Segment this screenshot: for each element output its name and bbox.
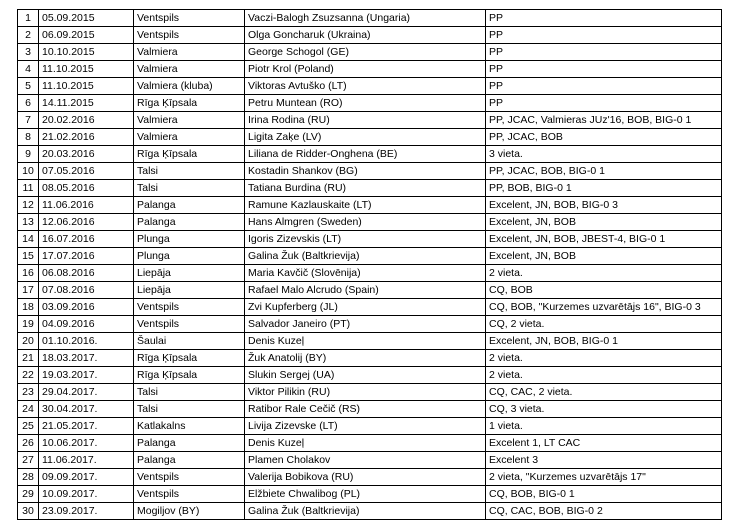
date-cell: 16.07.2016 — [39, 231, 134, 248]
date-cell: 18.03.2017. — [39, 350, 134, 367]
results-table — [17, 9, 722, 520]
row-number: 11 — [18, 180, 39, 197]
table-row — [18, 180, 722, 197]
judge-cell: Liliana de Ridder-Onghena (BE) — [245, 146, 486, 163]
place-cell: Ventspils — [134, 469, 245, 486]
date-cell: 11.06.2017. — [39, 452, 134, 469]
table-row — [18, 214, 722, 231]
date-cell: 30.04.2017. — [39, 401, 134, 418]
result-cell: PP, BOB, BIG-0 1 — [486, 180, 722, 197]
table-row — [18, 61, 722, 78]
date-cell: 23.09.2017. — [39, 503, 134, 520]
judge-cell: Valerija Bobikova (RU) — [245, 469, 486, 486]
table-row — [18, 367, 722, 384]
judge-cell: George Schogol (GE) — [245, 44, 486, 61]
result-cell: CQ, BOB, "Kurzemes uzvarētājs 16", BIG-0 3 — [486, 299, 722, 316]
place-cell: Talsi — [134, 401, 245, 418]
place-cell: Mogiljov (BY) — [134, 503, 245, 520]
table-row — [18, 10, 722, 27]
row-number: 3 — [18, 44, 39, 61]
judge-cell: Slukin Sergej (UA) — [245, 367, 486, 384]
row-number: 17 — [18, 282, 39, 299]
result-cell: Excelent, JN, BOB, JBEST-4, BIG-0 1 — [486, 231, 722, 248]
row-number: 21 — [18, 350, 39, 367]
place-cell: Rīga Ķīpsala — [134, 350, 245, 367]
date-cell: 14.11.2015 — [39, 95, 134, 112]
result-cell: CQ, BOB — [486, 282, 722, 299]
judge-cell: Hans Almgren (Sweden) — [245, 214, 486, 231]
row-number: 1 — [18, 10, 39, 27]
row-number: 26 — [18, 435, 39, 452]
row-number: 2 — [18, 27, 39, 44]
judge-cell: Plamen Cholakov — [245, 452, 486, 469]
result-cell: Excelent 1, LT CAC — [486, 435, 722, 452]
table-row — [18, 78, 722, 95]
judge-cell: Maria Kavčič (Slovēnija) — [245, 265, 486, 282]
place-cell: Katlakalns — [134, 418, 245, 435]
date-cell: 12.06.2016 — [39, 214, 134, 231]
result-cell: PP — [486, 10, 722, 27]
judge-cell: Kostadin Shankov (BG) — [245, 163, 486, 180]
date-cell: 21.05.2017. — [39, 418, 134, 435]
table-row — [18, 112, 722, 129]
row-number: 9 — [18, 146, 39, 163]
table-row — [18, 333, 722, 350]
table-row — [18, 418, 722, 435]
judge-cell: Tatiana Burdina (RU) — [245, 180, 486, 197]
result-cell: PP, JCAC, BOB, BIG-0 1 — [486, 163, 722, 180]
place-cell: Palanga — [134, 214, 245, 231]
table-row — [18, 316, 722, 333]
table-row — [18, 452, 722, 469]
row-number: 24 — [18, 401, 39, 418]
date-cell: 06.09.2015 — [39, 27, 134, 44]
date-cell: 20.02.2016 — [39, 112, 134, 129]
date-cell: 03.09.2016 — [39, 299, 134, 316]
place-cell: Liepāja — [134, 282, 245, 299]
place-cell: Valmiera — [134, 112, 245, 129]
judge-cell: Igoris Zizevskis (LT) — [245, 231, 486, 248]
row-number: 19 — [18, 316, 39, 333]
judge-cell: Olga Goncharuk (Ukraina) — [245, 27, 486, 44]
table-row — [18, 282, 722, 299]
result-cell: 1 vieta. — [486, 418, 722, 435]
result-cell: PP — [486, 61, 722, 78]
place-cell: Šaulai — [134, 333, 245, 350]
date-cell: 11.10.2015 — [39, 78, 134, 95]
place-cell: Plunga — [134, 248, 245, 265]
judge-cell: Denis Kuzeļ — [245, 435, 486, 452]
row-number: 18 — [18, 299, 39, 316]
place-cell: Talsi — [134, 384, 245, 401]
result-cell: PP, JCAC, BOB — [486, 129, 722, 146]
result-cell: CQ, 2 vieta. — [486, 316, 722, 333]
result-cell: PP, JCAC, Valmieras JUz'16, BOB, BIG-0 1 — [486, 112, 722, 129]
judge-cell: Rafael Malo Alcrudo (Spain) — [245, 282, 486, 299]
judge-cell: Elžbiete Chwalibog (PL) — [245, 486, 486, 503]
table-row — [18, 265, 722, 282]
result-cell: PP — [486, 44, 722, 61]
row-number: 7 — [18, 112, 39, 129]
result-cell: PP — [486, 95, 722, 112]
place-cell: Ventspils — [134, 316, 245, 333]
place-cell: Ventspils — [134, 299, 245, 316]
place-cell: Ventspils — [134, 27, 245, 44]
table-row — [18, 95, 722, 112]
table-row — [18, 299, 722, 316]
result-cell: 2 vieta. — [486, 350, 722, 367]
result-cell: Excelent, JN, BOB, BIG-0 1 — [486, 333, 722, 350]
table-row — [18, 435, 722, 452]
date-cell: 07.08.2016 — [39, 282, 134, 299]
date-cell: 04.09.2016 — [39, 316, 134, 333]
date-cell: 11.06.2016 — [39, 197, 134, 214]
row-number: 29 — [18, 486, 39, 503]
row-number: 4 — [18, 61, 39, 78]
date-cell: 05.09.2015 — [39, 10, 134, 27]
judge-cell: Ratibor Rale Cečič (RS) — [245, 401, 486, 418]
judge-cell: Galina Žuk (Baltkrievija) — [245, 503, 486, 520]
date-cell: 06.08.2016 — [39, 265, 134, 282]
judge-cell: Žuk Anatolij (BY) — [245, 350, 486, 367]
place-cell: Rīga Ķīpsala — [134, 367, 245, 384]
judge-cell: Salvador Janeiro (PT) — [245, 316, 486, 333]
table-row — [18, 146, 722, 163]
row-number: 6 — [18, 95, 39, 112]
date-cell: 09.09.2017. — [39, 469, 134, 486]
row-number: 23 — [18, 384, 39, 401]
date-cell: 10.06.2017. — [39, 435, 134, 452]
table-row — [18, 129, 722, 146]
place-cell: Talsi — [134, 180, 245, 197]
judge-cell: Petru Muntean (RO) — [245, 95, 486, 112]
result-cell: 2 vieta, "Kurzemes uzvarētājs 17" — [486, 469, 722, 486]
result-cell: Excelent, JN, BOB — [486, 214, 722, 231]
result-cell: CQ, 3 vieta. — [486, 401, 722, 418]
table-row — [18, 231, 722, 248]
table-row — [18, 503, 722, 520]
place-cell: Rīga Ķīpsala — [134, 146, 245, 163]
table-row — [18, 384, 722, 401]
place-cell: Plunga — [134, 231, 245, 248]
result-cell: CQ, BOB, BIG-0 1 — [486, 486, 722, 503]
judge-cell: Piotr Krol (Poland) — [245, 61, 486, 78]
result-cell: Excelent, JN, BOB, BIG-0 3 — [486, 197, 722, 214]
place-cell: Palanga — [134, 435, 245, 452]
judge-cell: Galina Žuk (Baltkrievija) — [245, 248, 486, 265]
table-row — [18, 27, 722, 44]
row-number: 13 — [18, 214, 39, 231]
place-cell: Valmiera — [134, 44, 245, 61]
table-body — [18, 10, 722, 520]
row-number: 22 — [18, 367, 39, 384]
row-number: 10 — [18, 163, 39, 180]
result-cell: Excelent 3 — [486, 452, 722, 469]
result-cell: CQ, CAC, BOB, BIG-0 2 — [486, 503, 722, 520]
row-number: 8 — [18, 129, 39, 146]
table-row — [18, 44, 722, 61]
table-row — [18, 163, 722, 180]
table-row — [18, 197, 722, 214]
table-row — [18, 350, 722, 367]
date-cell: 10.09.2017. — [39, 486, 134, 503]
date-cell: 17.07.2016 — [39, 248, 134, 265]
place-cell: Valmiera — [134, 61, 245, 78]
judge-cell: Vaczi-Balogh Zsuzsanna (Ungaria) — [245, 10, 486, 27]
result-cell: PP — [486, 27, 722, 44]
result-cell: PP — [486, 78, 722, 95]
judge-cell: Livija Zizevske (LT) — [245, 418, 486, 435]
table-row — [18, 248, 722, 265]
result-cell: 2 vieta. — [486, 367, 722, 384]
row-number: 20 — [18, 333, 39, 350]
judge-cell: Ligita Zaķe (LV) — [245, 129, 486, 146]
place-cell: Ventspils — [134, 486, 245, 503]
place-cell: Valmiera (kluba) — [134, 78, 245, 95]
row-number: 15 — [18, 248, 39, 265]
row-number: 28 — [18, 469, 39, 486]
judge-cell: Viktoras Avtuško (LT) — [245, 78, 486, 95]
judge-cell: Ramune Kazlauskaite (LT) — [245, 197, 486, 214]
row-number: 12 — [18, 197, 39, 214]
result-cell: 3 vieta. — [486, 146, 722, 163]
table-row — [18, 486, 722, 503]
result-cell: 2 vieta. — [486, 265, 722, 282]
row-number: 16 — [18, 265, 39, 282]
date-cell: 08.05.2016 — [39, 180, 134, 197]
date-cell: 19.03.2017. — [39, 367, 134, 384]
place-cell: Talsi — [134, 163, 245, 180]
row-number: 14 — [18, 231, 39, 248]
judge-cell: Viktor Pilikin (RU) — [245, 384, 486, 401]
date-cell: 01.10.2016. — [39, 333, 134, 350]
row-number: 27 — [18, 452, 39, 469]
place-cell: Palanga — [134, 452, 245, 469]
date-cell: 10.10.2015 — [39, 44, 134, 61]
date-cell: 11.10.2015 — [39, 61, 134, 78]
judge-cell: Zvi Kupferberg (JL) — [245, 299, 486, 316]
result-cell: Excelent, JN, BOB — [486, 248, 722, 265]
date-cell: 07.05.2016 — [39, 163, 134, 180]
place-cell: Rīga Ķīpsala — [134, 95, 245, 112]
date-cell: 20.03.2016 — [39, 146, 134, 163]
date-cell: 29.04.2017. — [39, 384, 134, 401]
table-row — [18, 401, 722, 418]
place-cell: Ventspils — [134, 10, 245, 27]
result-cell: CQ, CAC, 2 vieta. — [486, 384, 722, 401]
place-cell: Palanga — [134, 197, 245, 214]
place-cell: Liepāja — [134, 265, 245, 282]
place-cell: Valmiera — [134, 129, 245, 146]
row-number: 5 — [18, 78, 39, 95]
table-row — [18, 469, 722, 486]
date-cell: 21.02.2016 — [39, 129, 134, 146]
judge-cell: Irina Rodina (RU) — [245, 112, 486, 129]
row-number: 30 — [18, 503, 39, 520]
row-number: 25 — [18, 418, 39, 435]
judge-cell: Denis Kuzeļ — [245, 333, 486, 350]
